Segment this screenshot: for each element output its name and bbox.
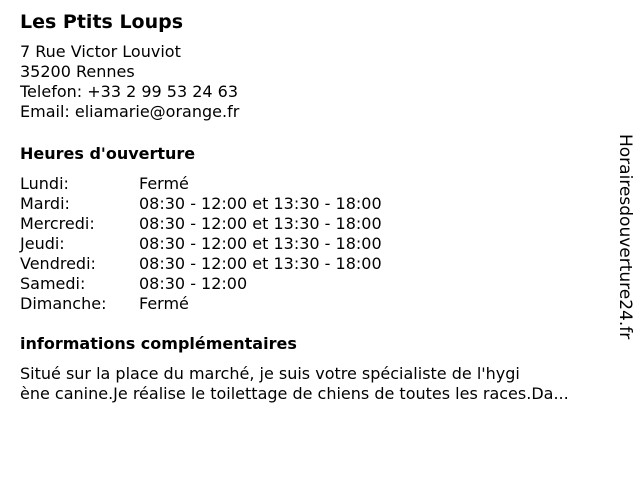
day-label: Lundi: bbox=[20, 174, 69, 193]
day-hours: 08:30 - 12:00 bbox=[139, 274, 248, 293]
day-label: Mercredi: bbox=[20, 214, 95, 233]
day-hours: 08:30 - 12:00 et 13:30 - 18:00 bbox=[139, 234, 382, 253]
additional-info-title: informations complémentaires bbox=[20, 334, 297, 353]
opening-hours-title: Heures d'ouverture bbox=[20, 144, 196, 163]
email-address: Email: eliamarie@orange.fr bbox=[20, 102, 240, 121]
address-street: 7 Rue Victor Louviot bbox=[20, 42, 181, 61]
day-hours: Fermé bbox=[139, 174, 189, 193]
day-hours: Fermé bbox=[139, 294, 189, 313]
address-city: 35200 Rennes bbox=[20, 62, 135, 81]
day-label: Jeudi: bbox=[20, 234, 65, 253]
day-label: Vendredi: bbox=[20, 254, 96, 273]
day-label: Samedi: bbox=[20, 274, 86, 293]
business-name: Les Ptits Loups bbox=[20, 11, 184, 33]
phone-number: Telefon: +33 2 99 53 24 63 bbox=[20, 82, 239, 101]
day-label: Dimanche: bbox=[20, 294, 107, 313]
day-label: Mardi: bbox=[20, 194, 70, 213]
contact-block bbox=[20, 42, 610, 122]
day-hours: 08:30 - 12:00 et 13:30 - 18:00 bbox=[139, 254, 382, 273]
site-watermark: Horairesdouverture24.fr bbox=[615, 134, 635, 340]
info-line-2: ène canine.Je réalise le toilettage de chiens de toutes les races.Da... bbox=[20, 384, 569, 403]
business-card bbox=[20, 10, 610, 403]
day-hours: 08:30 - 12:00 et 13:30 - 18:00 bbox=[139, 214, 382, 233]
info-line-1: Situé sur la place du marché, je suis votre spécialiste de l'hygi bbox=[20, 364, 520, 383]
additional-info-text bbox=[20, 364, 569, 404]
day-hours: 08:30 - 12:00 et 13:30 - 18:00 bbox=[139, 194, 382, 213]
